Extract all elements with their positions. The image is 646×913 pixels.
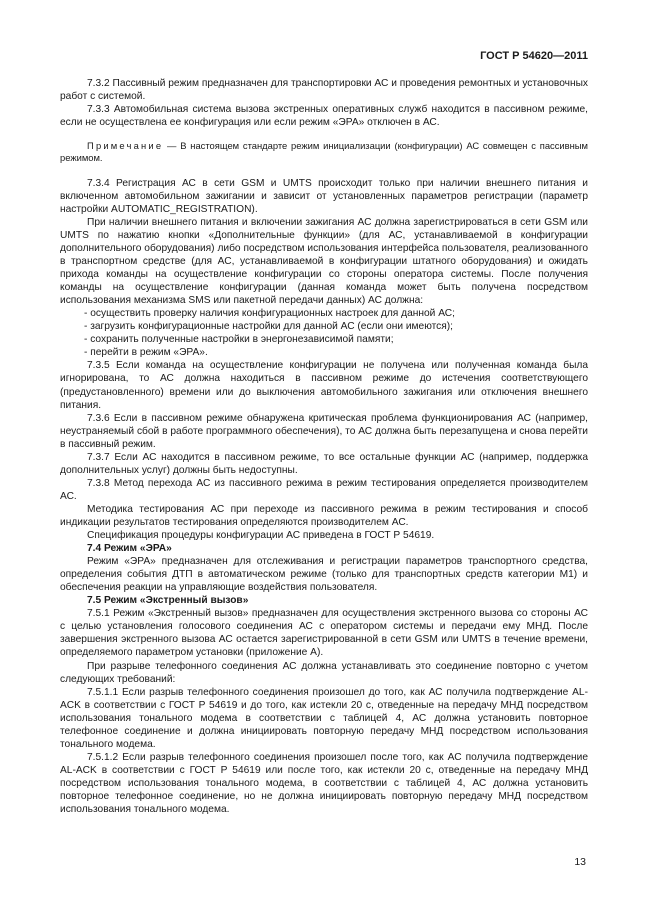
paragraph-era-mode: Режим «ЭРА» предназначен для отслеживания и регистрации параметров транспортного средства, определения события ДТП в автоматическом режиме (только для транспортных средств категории М1) и обеспечения реакции на управляющие воздействия пользователя. [60, 556, 588, 594]
list-item: - осуществить проверку наличия конфигурационных настроек для данной АС; [84, 308, 455, 320]
note-text: — В настоящем стандарте режим инициализации (конфигурации) АС совмещен с пассивным режимом. [60, 140, 588, 164]
paragraph-7-5-1-2: 7.5.1.2 Если разрыв телефонного соединения произошел после того, как АС получила подтверждение AL-ACK в соответствии с ГОСТ Р 54619 или после того, как истекли 20 с, отведенные на передачу МНД посредством использования тонального модема, в соответствии с таблицей 4, АС должна установить повторное телефонное соединение, но не должна инициировать повторную передачу МНД посредством использования тонального модема. [60, 751, 588, 816]
section-heading-7-5: 7.5 Режим «Экстренный вызов» [87, 595, 249, 607]
note-label: Примечание [87, 140, 164, 152]
list-item: - сохранить полученные настройки в энергонезависимой памяти; [84, 334, 394, 346]
paragraph-7-3-4: 7.3.4 Регистрация АС в сети GSM и UMTS происходит только при наличии внешнего питания и включенном автомобильном зажигании и зависит от установленных параметров регистрации (параметр настройки AUTOMATIC_REGISTRATION). [60, 177, 588, 215]
section-heading-7-4: 7.4 Режим «ЭРА» [87, 543, 172, 555]
paragraph-7-3-6: 7.3.6 Если в пассивном режиме обнаружена критическая проблема функционирования АС (например, неустраняемый сбой в работе программного обеспечения), то АС должна быть перезапущена и снова перейти в пассивный режим. [60, 412, 588, 450]
paragraph-7-3-8: 7.3.8 Метод перехода АС из пассивного режима в режим тестирования определяется производителем АС. [60, 477, 588, 502]
paragraph-7-5-1: 7.5.1 Режим «Экстренный вызов» предназначен для осуществления экстренного вызова со стороны АС с целью установления голосового соединения АС с оператором системы и передачи ему МНД. После завершения экстренного вызова АС остается зарегистрированной в сети GSM или UMTS в течение времени, определяемого параметром установки (приложение А). [60, 608, 588, 659]
paragraph-7-3-2: 7.3.2 Пассивный режим предназначен для транспортировки АС и проведения ремонтных и установочных работ с системой. [60, 78, 588, 103]
page-body [60, 77, 588, 816]
paragraph-7-3-5: 7.3.5 Если команда на осуществление конфигурации не получена или полученная команда была игнорирована, то АС должна находиться в пассивном режиме до истечения соответствующего (предустановленного) времени или до выключения автомобильного зажигания или отключения внешнего питания. [60, 360, 588, 411]
note-paragraph [60, 140, 588, 165]
document-id: ГОСТ Р 54620—2011 [480, 50, 588, 62]
paragraph-reconnect: При разрыве телефонного соединения АС должна устанавливать это соединение повторно с учетом следующих требований: [60, 660, 588, 685]
paragraph-registration: При наличии внешнего питания и включении зажигания АС должна зарегистрироваться в сети GSM или UMTS по нажатию кнопки «Дополнительные функции» (для АС, устанавливаемой в конфигурации дополнительного оборудования) либо посредством использования интерфейса пользователя, реализованного в транспортном средстве (для АС, устанавливаемой в конфигурации штатного оборудования) и ожидать прихода команды на осуществление конфигурации со стороны оператора системы. После получения команды на осуществление конфигурации (данная команда может быть получена посредством использования механизма SMS или пакетной передачи данных) АС должна: [60, 216, 588, 307]
list-item: - загрузить конфигурационные настройки для данной АС (если они имеются); [84, 321, 453, 333]
paragraph-7-3-3: 7.3.3 Автомобильная система вызова экстренных оперативных служб находится в пассивном режиме, если не осуществлена ее конфигурация или если режим «ЭРА» отключен в АС. [60, 104, 588, 129]
page-number: 13 [574, 856, 586, 868]
paragraph-7-5-1-1: 7.5.1.1 Если разрыв телефонного соединения произошел до того, как АС получила подтверждение AL-ACK в соответствии с ГОСТ Р 54619 и до того, как истекли 20 с, отведенные на передачу МНД посредством использования тонального модема в соответствии с таблицей 4, АС должна установить повторное телефонное соединение и должна инициировать повторную передачу МНД посредством использования тонального модема. [60, 686, 588, 750]
paragraph-7-3-7: 7.3.7 Если АС находится в пассивном режиме, то все остальные функции АС (например, поддержка дополнительных услуг) должны быть недоступны. [60, 451, 588, 476]
paragraph-config-spec: Спецификация процедуры конфигурации АС приведена в ГОСТ Р 54619. [87, 530, 435, 542]
list-item: - перейти в режим «ЭРА». [84, 347, 208, 359]
paragraph-test-method: Методика тестирования АС при переходе из пассивного режима в режим тестирования и способ индикации результатов тестирования определяются производителем АС. [60, 503, 588, 528]
